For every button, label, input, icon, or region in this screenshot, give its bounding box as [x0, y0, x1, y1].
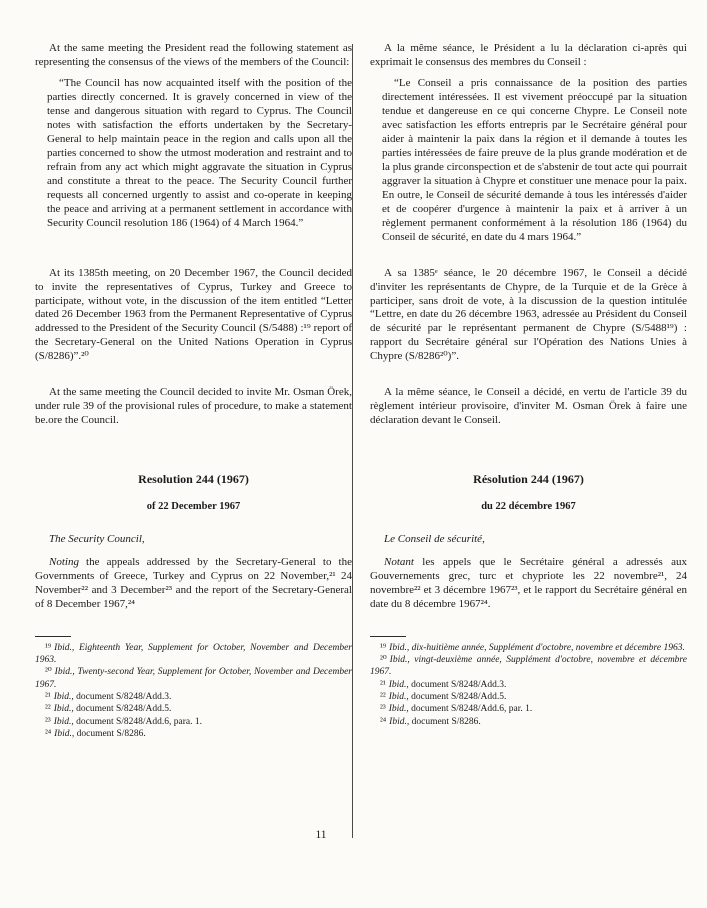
- footnote-line: ²³ Ibid., document S/8248/Add.6, para. 1.: [45, 716, 202, 727]
- footnote-separator-rule: [35, 636, 71, 637]
- en-resolution-date: of 22 December 1967: [146, 501, 241, 513]
- footnote-marker: ²⁰: [380, 655, 387, 665]
- footnote-separator-rule: [370, 636, 406, 637]
- footnote-line: ²² Ibid., document S/8248/Add.5.: [380, 692, 507, 703]
- footnote-line: ²⁰ Ibid., vingt-deuxième année, Supplément d'octobre, novembre et décembre 1967.: [370, 655, 687, 678]
- fr-council-line: Le Conseil de sécurité,: [384, 532, 485, 545]
- footnote-marker: ²²: [45, 704, 51, 715]
- footnote-line: ²³ Ibid., document S/8248/Add.6, par. 1.: [380, 704, 533, 715]
- fr-noting-rest: les appels que le Secrétaire général a adressés aux Gouvernements grec, turc et chypriote les 22 novembre²¹, 24 novembre²² et 3 décembre 1967²³, et le rapport du Secrétaire général en date du 8 décembre 1967²⁴.: [370, 555, 687, 610]
- footnote-line: ²⁰ Ibid., Twenty-second Year, Supplement for October, November and December 1967.: [35, 667, 352, 690]
- en-resolution-title: Resolution 244 (1967): [138, 472, 249, 487]
- footnote-line: ¹⁹ Ibid., Eighteenth Year, Supplement for October, November and December 1963.: [35, 642, 352, 665]
- fr-resolution-title: Résolution 244 (1967): [473, 472, 584, 487]
- fr-consensus-quote: “Le Conseil a pris connaissance de la position des parties directement intéressées. Il est vivement préoccupé par la situation tendue et dangereuse en ce qui concerne Chypre. Le Conseil note avec satisfaction les efforts entrepris par le Secrétaire général pour aider à maintenir la paix dans la région et il demande à toutes les parties intéressées de faire preuve de la plus grande modération et de la plus grande circonspection et de s'abstenir de tout acte qui pourrait aggraver la situation à Chypre et constituer une menace pour la paix. En outre, le Conseil de sécurité demande à tous les intéressés d'aider et de coopérer d'urgence à maintenir la paix et à arriver à un règlement permanent conformément à la résolution 186 (1964) du Conseil de sécurité, en date du 4 mars 1964.”: [382, 76, 687, 243]
- column-divider: [352, 44, 353, 838]
- footnote-marker: ²³: [45, 716, 51, 727]
- fr-footnotes: [370, 636, 687, 728]
- en-intro-paragraph: At the same meeting the President read the following statement as representing the consensus of the views of the members of the Council:: [35, 42, 352, 68]
- fr-noting-paragraph: [370, 556, 687, 612]
- footnote-line: ²¹ Ibid., document S/8248/Add.3.: [380, 679, 507, 690]
- fr-meeting-1385-paragraph: A sa 1385ᵉ séance, le 20 décembre 1967, le Conseil a décidé d'inviter les représentants de Chypre, de la Turquie et de la Grèce à participer, sans droit de vote, à la discussion de la question intitulée “Lettre, en date du 26 décembre 1963, adressée au Président du Conseil de sécurité par le représentant permanent de Chypre (S/5488¹⁹) : rapport du Secrétaire général sur l'Opération des Nations Unies à Chypre (S/8286²⁰)”.: [370, 266, 687, 363]
- footnote-line: ²⁴ Ibid., document S/8286.: [380, 716, 481, 727]
- fr-intro-paragraph: A la même séance, le Président a lu la déclaration ci-après qui exprimait le consensus des membres du Conseil :: [370, 42, 687, 68]
- fr-noting-lead: Notant: [384, 555, 414, 568]
- en-invitation-paragraph: At the same meeting the Council decided to invite Mr. Osman Örek, under rule 39 of the provisional rules of procedure, to make a statement be.ore the Council.: [35, 386, 352, 427]
- en-noting-lead: Noting: [49, 555, 79, 568]
- en-footnotes: [35, 636, 352, 741]
- footnote-marker: ²³: [380, 704, 386, 715]
- two-column-layout: [35, 42, 687, 740]
- footnote-marker: ²¹: [380, 679, 386, 690]
- fr-invitation-paragraph: A la même séance, le Conseil a décidé, en vertu de l'article 39 du règlement intérieur provisoire, d'inviter M. Osman Örek à faire une déclaration devant le Conseil.: [370, 386, 687, 427]
- en-meeting-1385-paragraph: At its 1385th meeting, on 20 December 1967, the Council decided to invite the representatives of Cyprus, Turkey and Greece to participate, without vote, in the discussion of the item entitled “Letter dated 26 December 1963 from the Permanent Representative of Cyprus addressed to the President of the Security Council (S/5488) :¹⁹ report of the Secretary-General on the United Nations Operation in Cyprus (S/8286)”.²⁰: [35, 266, 352, 363]
- en-noting-paragraph: [35, 556, 352, 612]
- footnote-marker: ²⁰: [45, 667, 52, 678]
- footnote-marker: ²⁴: [45, 729, 52, 740]
- fr-resolution-date: du 22 décembre 1967: [481, 501, 576, 513]
- footnote-line: ²² Ibid., document S/8248/Add.5.: [45, 704, 172, 715]
- footnote-marker: ²¹: [45, 692, 51, 703]
- en-noting-rest: the appeals addressed by the Secretary-General to the Governments of Greece, Turkey and Cyprus on 22 November,²¹ 24 November²² and 3 December²³ and the report of the Secretary-General of 8 December 1967,²⁴: [35, 555, 352, 610]
- footnote-line: ²⁴ Ibid., document S/8286.: [45, 729, 146, 740]
- footnote-marker: ²⁴: [380, 716, 387, 727]
- footnote-marker: ¹⁹: [45, 642, 52, 653]
- footnote-line: ²¹ Ibid., document S/8248/Add.3.: [45, 692, 172, 703]
- page-number: 11: [315, 829, 327, 841]
- footnote-marker: ²²: [380, 692, 386, 703]
- en-council-line: The Security Council,: [49, 532, 145, 545]
- footnote-marker: ¹⁹: [380, 642, 387, 653]
- en-consensus-quote: “The Council has now acquainted itself with the position of the parties directly concerned. It is gravely concerned in view of the tense and dangerous situation with regard to Cyprus. The Council notes with satisfaction the efforts undertaken by the Secretary-General to help maintain peace in the region and calls upon all the parties concerned to show the utmost moderation and restraint and to refrain from any act which might aggravate the situation in Cyprus and constitute a threat to the peace. The Security Council further requests all concerned urgently to assist and co-operate in keeping the peace and arriving at a permanent settlement in accordance with Security Council resolution 186 (1964) of 4 March 1964.”: [47, 76, 352, 229]
- footnote-line: ¹⁹ Ibid., dix-huitième année, Supplément d'octobre, novembre et décembre 1963.: [380, 642, 685, 653]
